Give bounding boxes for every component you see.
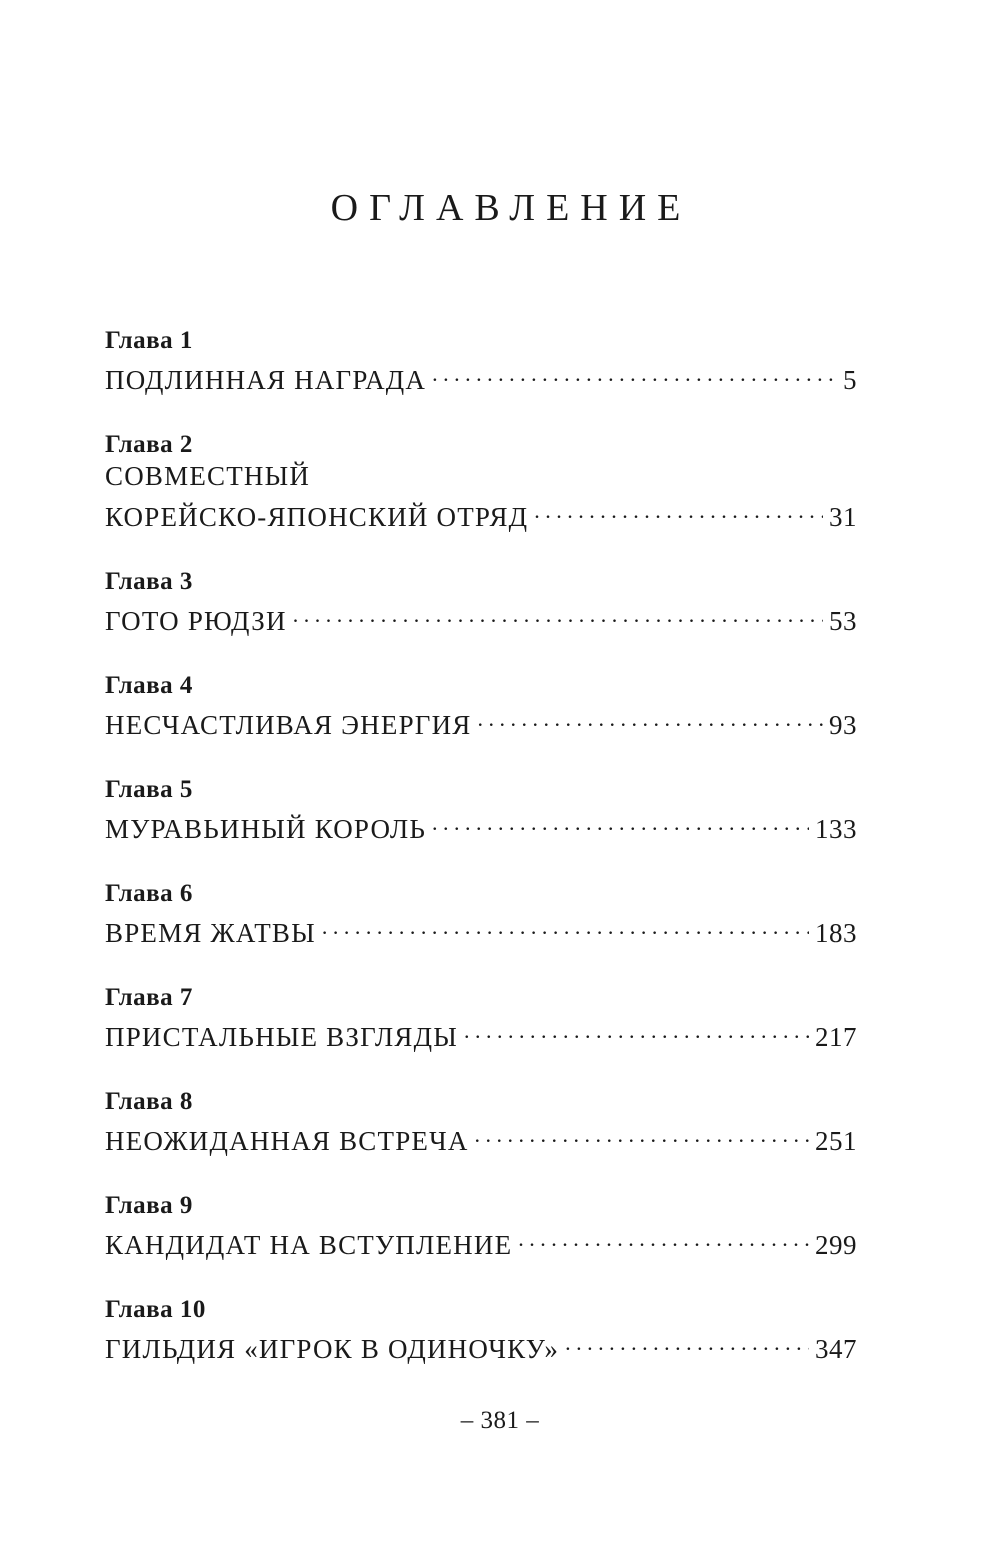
dot-leader (475, 1117, 809, 1150)
dot-leader (478, 701, 823, 734)
chapter-title: НЕОЖИДАННАЯ ВСТРЕЧА (105, 1126, 469, 1156)
chapter-title: ВРЕМЯ ЖАТВЫ (105, 918, 316, 948)
chapter-label: Глава 5 (105, 776, 193, 803)
chapter-page-number: 299 (815, 1230, 857, 1260)
chapter-page-number: 347 (815, 1334, 857, 1364)
chapter-label: Глава 1 (105, 327, 193, 354)
chapter-title-row (105, 1221, 857, 1262)
dot-leader (293, 597, 823, 630)
toc-list (105, 326, 857, 1399)
dot-leader (432, 805, 809, 838)
dot-leader (518, 1221, 809, 1254)
chapter-title-row (105, 493, 857, 534)
toc-entry (105, 430, 857, 534)
dot-leader (534, 493, 823, 526)
chapter-title-row (105, 805, 857, 846)
chapter-label: Глава 4 (105, 672, 193, 699)
chapter-title: ГИЛЬДИЯ «ИГРОК В ОДИНОЧКУ» (105, 1334, 560, 1364)
chapter-label: Глава 2 (105, 431, 193, 458)
dot-leader (464, 1013, 809, 1046)
chapter-title-row (105, 597, 857, 638)
toc-entry (105, 1087, 857, 1158)
chapter-page-number: 133 (815, 814, 857, 844)
chapter-page-number: 217 (815, 1022, 857, 1052)
chapter-title-line: СОВМЕСТНЫЙ (105, 461, 311, 491)
toc-entry (105, 983, 857, 1054)
toc-entry (105, 1191, 857, 1262)
dot-leader (322, 909, 809, 942)
chapter-page-number: 183 (815, 918, 857, 948)
chapter-title-row (105, 1117, 857, 1158)
chapter-title: КАНДИДАТ НА ВСТУПЛЕНИЕ (105, 1230, 513, 1260)
toc-entry (105, 671, 857, 742)
toc-entry (105, 567, 857, 638)
chapter-title-row (105, 356, 857, 397)
page-number: – 381 – (460, 1407, 540, 1434)
chapter-label: Глава 9 (105, 1192, 193, 1219)
chapter-label: Глава 6 (105, 880, 193, 907)
chapter-page-number: 31 (829, 502, 857, 532)
chapter-page-number: 5 (843, 365, 857, 395)
toc-entry (105, 775, 857, 846)
toc-entry (105, 879, 857, 950)
chapter-title-row (105, 909, 857, 950)
chapter-page-number: 251 (815, 1126, 857, 1156)
chapter-title: МУРАВЬИНЫЙ КОРОЛЬ (105, 814, 427, 844)
dot-leader (565, 1325, 809, 1358)
chapter-title: ПОДЛИННАЯ НАГРАДА (105, 365, 427, 395)
chapter-title-row (105, 701, 857, 742)
chapter-title: КОРЕЙСКО-ЯПОНСКИЙ ОТРЯД (105, 502, 529, 532)
chapter-title-row (105, 1325, 857, 1366)
chapter-title: ГОТО РЮДЗИ (105, 606, 287, 636)
chapter-label: Глава 10 (105, 1296, 206, 1323)
chapter-label: Глава 3 (105, 568, 193, 595)
chapter-page-number: 53 (829, 606, 857, 636)
chapter-label: Глава 7 (105, 984, 193, 1011)
chapter-title-row (105, 1013, 857, 1054)
page-title: ОГЛАВЛЕНИЕ (330, 187, 692, 229)
chapter-title: НЕСЧАСТЛИВАЯ ЭНЕРГИЯ (105, 710, 472, 740)
chapter-label: Глава 8 (105, 1088, 193, 1115)
dot-leader (432, 356, 837, 389)
chapter-page-number: 93 (829, 710, 857, 740)
chapter-title: ПРИСТАЛЬНЫЕ ВЗГЛЯДЫ (105, 1022, 458, 1052)
toc-entry (105, 326, 857, 397)
toc-entry (105, 1295, 857, 1366)
